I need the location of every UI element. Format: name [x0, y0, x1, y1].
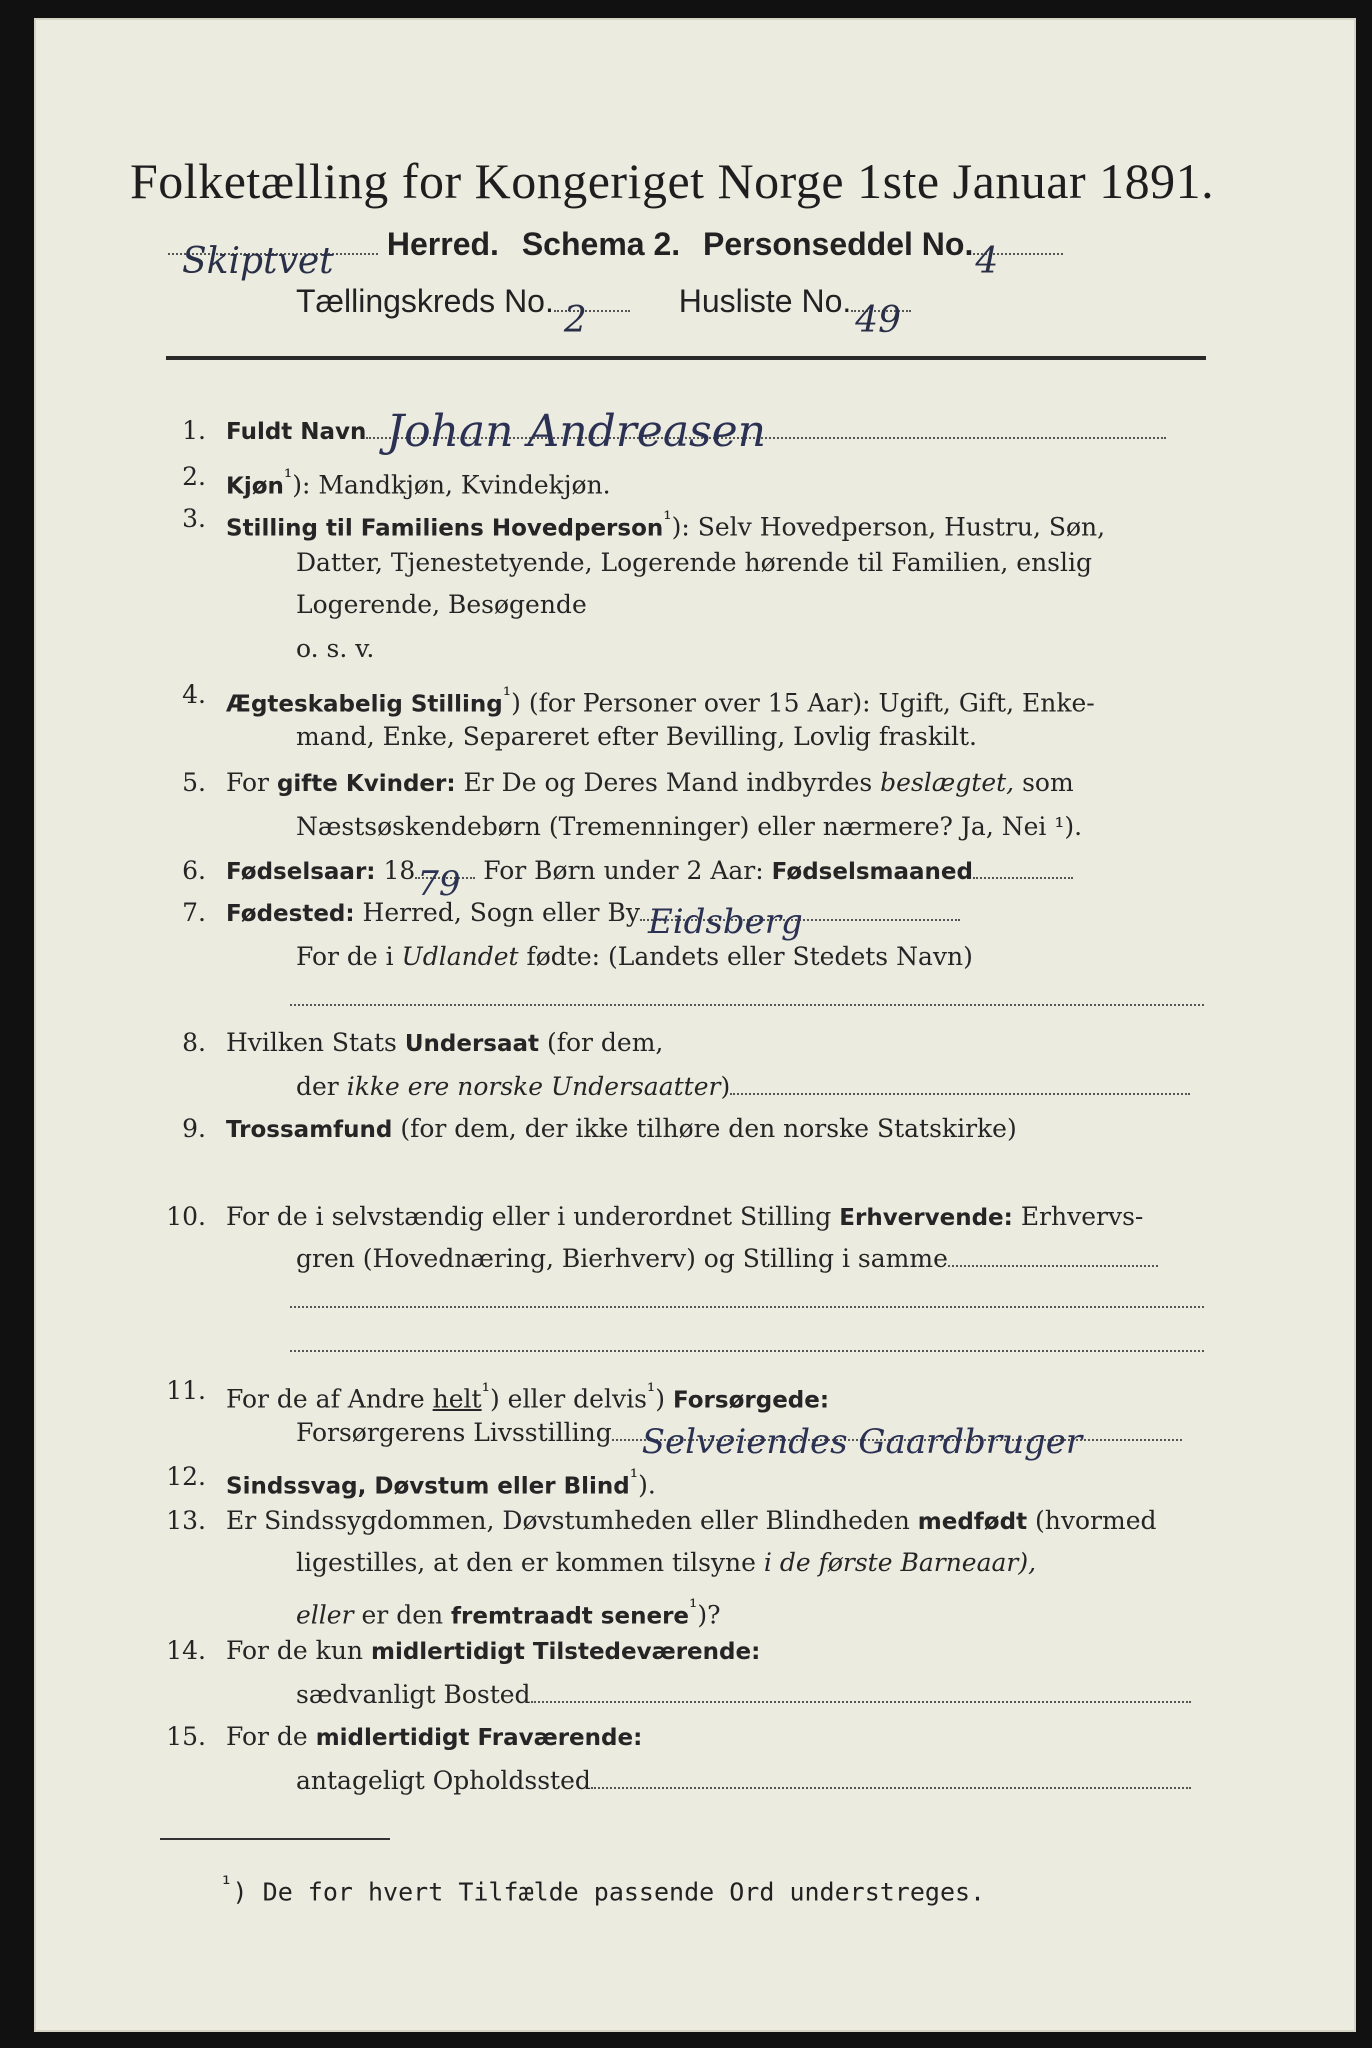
label-trossamfund: Trossamfund [226, 1117, 393, 1143]
name-field [366, 406, 1166, 457]
gifte-question: Næstsøskendebørn (Tremenninger) eller nærmere? Ja, Nei ¹). [296, 812, 1083, 841]
item-number: 6. [182, 856, 206, 885]
label-fodselsmaaned: Fødselsmaaned [771, 859, 973, 885]
text: Er De og Deres Mand indbyrdes [463, 768, 873, 797]
herred-field [168, 241, 378, 282]
footnote-ref: ¹ [481, 1379, 490, 1403]
text: (for dem, [546, 1028, 664, 1057]
label-undersaat: Undersaat [404, 1031, 540, 1057]
text: Er Sindssygdommen, Døvstumheden eller Blindheden [226, 1506, 910, 1535]
text-italic: ikke ere norske Undersaatter [346, 1072, 721, 1101]
text: sædvanligt Bosted [296, 1680, 531, 1709]
item-number: 10. [166, 1202, 206, 1231]
item-number: 5. [182, 768, 206, 797]
text: (hvormed [1035, 1506, 1157, 1535]
text: fødte: (Landets eller Stedets Navn) [526, 942, 973, 971]
husliste-field [851, 300, 911, 341]
text: Hvilken Stats [226, 1028, 397, 1057]
herred-value: Skiptvet [182, 241, 334, 282]
text: ligestilles, at den er kommen tilsyne [296, 1548, 756, 1577]
footnote-ref: ¹ [689, 1595, 698, 1619]
footnote-ref: ¹ [283, 465, 293, 489]
text: Herred, Sogn eller By [362, 898, 640, 927]
tk-field [554, 300, 630, 341]
item-number: 14. [166, 1636, 206, 1665]
item-number: 8. [182, 1028, 206, 1057]
label-sindssvag: Sindssvag, Døvstum eller Blind [226, 1473, 630, 1500]
label-fuldt-navn: Fuldt Navn [226, 419, 367, 445]
schema-label: Schema 2. [521, 226, 681, 262]
item-number: 3. [182, 504, 206, 533]
birthplace-field [640, 902, 960, 942]
text: For de i selvstændig eller i underordnet Stilling [226, 1202, 832, 1231]
birthplace-value: Eidsberg [647, 902, 803, 942]
husliste-value: 49 [855, 300, 902, 341]
label-gifte-kvinder: gifte Kvinder: [276, 771, 456, 797]
label-fravaerende: midlertidigt Fraværende: [315, 1725, 643, 1751]
text-italic: beslægtet, [880, 768, 1015, 797]
personseddel-value: 4 [975, 241, 999, 282]
footnote [220, 1872, 985, 1906]
stilling-options-4: o. s. v. [296, 634, 375, 663]
item-number: 2. [182, 462, 206, 491]
footnote-ref: ¹ [502, 683, 512, 707]
label-erhvervende: Erhvervende: [839, 1205, 1013, 1231]
personseddel-field [973, 241, 1063, 282]
label-fodselsaar: Fødselsaar: [226, 859, 376, 885]
text: som [1022, 768, 1074, 797]
label-fodested: Fødested: [226, 901, 355, 927]
blank-line [290, 1350, 1204, 1352]
text-italic: i de første Barneaar), [763, 1548, 1037, 1577]
opholdssted-field [591, 1787, 1191, 1789]
text: gren (Hovednæring, Bierhverv) og Stilling i samme [296, 1244, 948, 1273]
text: (for dem, der ikke tilhøre den norske Statskirke) [400, 1114, 1017, 1143]
text: Forsørgerens Livsstilling [296, 1418, 612, 1447]
text-underlined: helt [432, 1384, 482, 1414]
text: For de kun [226, 1636, 364, 1665]
bosted-field [531, 1701, 1191, 1703]
item-number: 9. [182, 1114, 206, 1143]
label-forsorgede: Forsørgede: [672, 1387, 830, 1414]
text: For [226, 768, 269, 797]
item-number: 4. [182, 680, 206, 709]
text: Erhvervs- [1020, 1202, 1144, 1231]
header-line-tk [296, 283, 911, 341]
footnote-text: ) De for hvert Tilfælde passende Ord understreges. [232, 1877, 986, 1907]
item-number: 7. [182, 898, 206, 927]
label-kjon: Kjøn [226, 473, 284, 500]
text: )? [697, 1600, 721, 1630]
item-number: 11. [166, 1376, 206, 1405]
blank-line [290, 1306, 1204, 1308]
header-line-herred [168, 226, 1208, 282]
footnote-rule [160, 1838, 390, 1840]
name-value: Johan Andreasen [386, 406, 767, 457]
text: For de [226, 1722, 308, 1751]
text: er den [361, 1600, 444, 1630]
forsorger-value: Selveiendes Gaardbruger [641, 1422, 1083, 1462]
tk-label: Tællingskreds No. [296, 283, 554, 319]
year-field [415, 864, 475, 904]
header-rule [166, 356, 1206, 360]
forsorger-field [612, 1422, 1182, 1462]
text: delvis [573, 1384, 647, 1414]
month-field [973, 877, 1073, 879]
label-tilstedevaerende: midlertidigt Tilstedeværende: [370, 1639, 761, 1665]
footnote-ref: ¹ [629, 1465, 639, 1489]
undersaat-field [730, 1093, 1190, 1095]
label-aegteskab: Ægteskabelig Stilling [226, 691, 503, 718]
footnote-mark: ¹ [220, 1872, 233, 1896]
stilling-options-3: Logerende, Besøgende [296, 590, 587, 619]
aegteskab-options: ) (for Personer over 15 Aar): Ugift, Gift, Enke- [511, 688, 1095, 718]
erhverv-field [948, 1265, 1158, 1267]
herred-label: Herred. [386, 226, 499, 262]
year-value: 79 [417, 864, 461, 904]
text: antageligt Opholdssted [296, 1766, 591, 1795]
text-italic: Udlandet [401, 942, 519, 971]
item-number: 15. [166, 1722, 206, 1751]
item-number: 13. [166, 1506, 206, 1535]
text: For de i [296, 942, 394, 971]
personseddel-label: Personseddel No. [703, 226, 974, 262]
tk-value: 2 [563, 300, 587, 341]
label-fremtraadt: fremtraadt senere [451, 1603, 690, 1630]
text: eller [507, 1384, 566, 1414]
text: ). [638, 1470, 656, 1500]
blank-line [290, 1004, 1204, 1006]
text: For Børn under 2 Aar: [483, 856, 764, 885]
husliste-label: Husliste No. [678, 283, 852, 319]
label-medfodt: medfødt [917, 1509, 1028, 1535]
stilling-options-2: Datter, Tjenestetyende, Logerende hørende til Familien, enslig [296, 548, 1093, 577]
text: der [296, 1072, 339, 1101]
kjon-options: ): Mandkjøn, Kvindekjøn. [292, 470, 611, 500]
form-title: Folketælling for Kongeriget Norge 1ste Januar 1891. [130, 153, 1215, 209]
footnote-ref: ¹ [663, 507, 672, 531]
year-prefix: 18 [383, 856, 416, 885]
text-italic: eller [296, 1600, 354, 1630]
aegteskab-options-2: mand, Enke, Separeret efter Bevilling, Lovlig fraskilt. [296, 722, 977, 751]
item-number: 1. [182, 416, 206, 445]
item-number: 12. [166, 1462, 206, 1491]
stilling-options: ): Selv Hovedperson, Hustru, Søn, [671, 512, 1106, 542]
label-stilling: Stilling til Familiens Hovedperson [226, 515, 664, 542]
footnote-ref: ¹ [646, 1379, 656, 1403]
text: For de af Andre [226, 1384, 425, 1414]
